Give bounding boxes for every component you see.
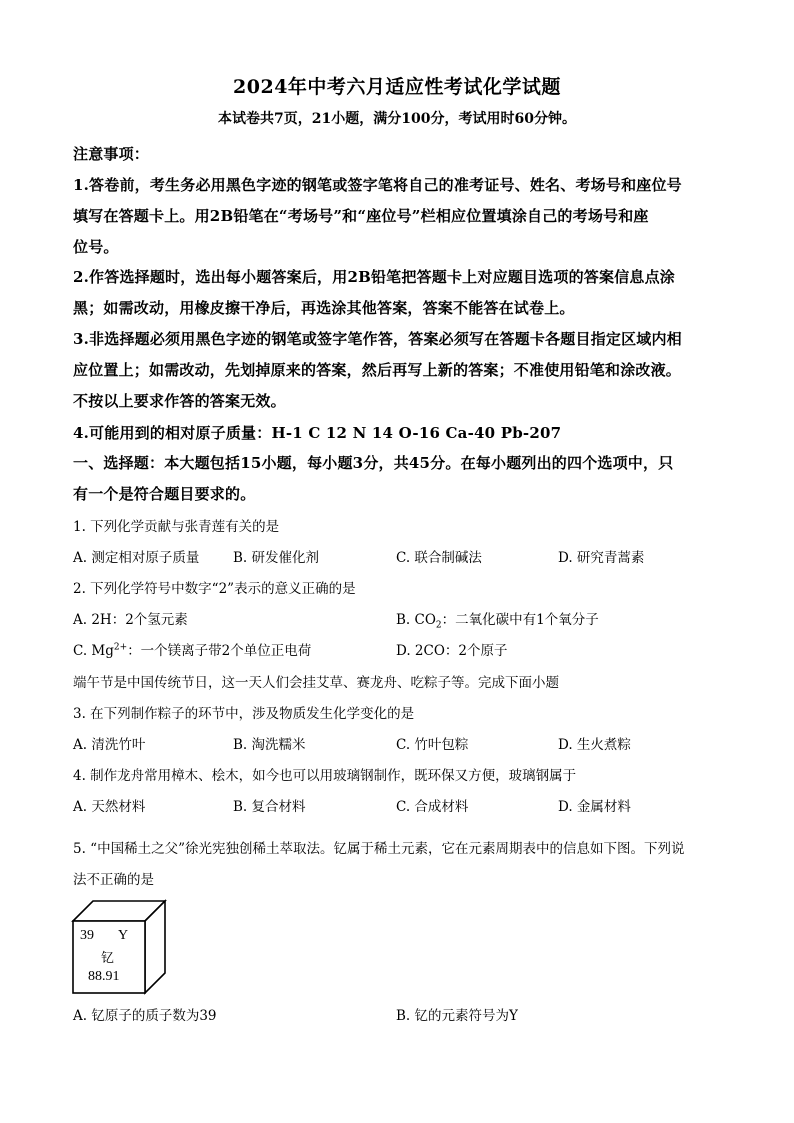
- note-line: 2.作答选择题时，选出每小题答案后，用2B铅笔把答题卡上对应题目选项的答案信息点涂: [73, 268, 675, 286]
- q2-option-d: D. 2CO：2个原子: [396, 643, 508, 659]
- q3-option-a: A. 清洗竹叶: [73, 737, 146, 753]
- note-line: 填写在答题卡上。用2B铅笔在“考场号”和“座位号”栏相应位置填涂自己的考场号和座: [73, 207, 649, 225]
- element-name: 钇: [101, 951, 115, 966]
- q5-option-a: A. 钇原子的质子数为39: [73, 1008, 217, 1024]
- element-tile-yttrium: [70, 898, 170, 998]
- element-symbol: Y: [118, 928, 129, 943]
- page-title: 2024年中考六月适应性考试化学试题: [233, 76, 561, 98]
- note-line: 位号。: [73, 238, 119, 256]
- note-line: 应位置上；如需改动，先划掉原来的答案，然后再写上新的答案；不准使用铅笔和涂改液。: [73, 361, 682, 379]
- context-paragraph: 端午节是中国传统节日，这一天人们会挂艾草、赛龙舟、吃粽子等。完成下面小题: [73, 675, 559, 691]
- question-1-stem: 1. 下列化学贡献与张青莲有关的是: [73, 519, 280, 535]
- note-line: 3.非选择题必须用黑色字迹的钢笔或签字笔作答，答案必须写在答题卡各题目指定区域内相: [73, 330, 682, 348]
- q2-option-b: B. $CO_2$：二氧化碳中有1个氧分子: [396, 612, 599, 631]
- note-line: 不按以上要求作答的答案无效。: [73, 392, 286, 410]
- q1-option-d: D. 研究青蒿素: [558, 550, 645, 566]
- q4-option-c: C. 合成材料: [396, 799, 469, 815]
- q4-option-b: B. 复合材料: [233, 799, 306, 815]
- question-5-stem: 5. “中国稀土之父”徐光宪独创稀土萃取法。钇属于稀土元素，它在元素周期表中的信息如下图。下列说: [73, 841, 685, 857]
- element-tile-box: [70, 898, 170, 998]
- question-2-stem: 2. 下列化学符号中数字“2”表示的意义正确的是: [73, 581, 356, 597]
- section-heading-cont: 有一个是符合题目要求的。: [73, 485, 256, 503]
- q4-option-a: A. 天然材料: [73, 799, 146, 815]
- q1-option-a: A. 测定相对原子质量: [73, 550, 200, 566]
- q2-option-c: C. $Mg^{2+}$：一个镁离子带2个单位正电荷: [73, 642, 312, 659]
- question-3-stem: 3. 在下列制作粽子的环节中，涉及物质发生化学变化的是: [73, 706, 415, 722]
- notes-heading: 注意事项：: [73, 145, 150, 163]
- question-4-stem: 4. 制作龙舟常用樟木、桧木，如今也可以用玻璃钢制作，既环保又方便，玻璃钢属于: [73, 768, 577, 784]
- q1-option-c: C. 联合制碱法: [396, 550, 482, 566]
- section-heading: 一、选择题：本大题包括15小题，每小题3分，共45分。在每小题列出的四个选项中，只: [73, 454, 674, 472]
- note-line: 4.可能用到的相对原子质量：H-1 C 12 N 14 O-16 Ca-40 Pb-207: [73, 424, 562, 442]
- q1-option-b: B. 研发催化剂: [233, 550, 320, 566]
- q4-option-d: D. 金属材料: [558, 799, 631, 815]
- note-line: 黑；如需改动，用橡皮擦干净后，再选涂其他答案，答案不能答在试卷上。: [73, 299, 575, 317]
- q3-option-b: B. 淘洗糯米: [233, 737, 306, 753]
- page-subtitle: 本试卷共7页，21小题，满分100分，考试用时60分钟。: [218, 111, 576, 127]
- note-line: 1.答卷前，考生务必用黑色字迹的钢笔或签字笔将自己的准考证号、姓名、考场号和座位号: [73, 176, 682, 194]
- question-5-stem-cont: 法不正确的是: [73, 872, 154, 888]
- q2-option-a: A. 2H：2个氢元素: [73, 612, 188, 628]
- q3-option-d: D. 生火煮粽: [558, 737, 631, 753]
- q3-option-c: C. 竹叶包粽: [396, 737, 469, 753]
- atomic-mass: 88.91: [88, 969, 120, 984]
- q5-option-b: B. 钇的元素符号为Y: [396, 1008, 518, 1024]
- atomic-number: 39: [80, 928, 94, 943]
